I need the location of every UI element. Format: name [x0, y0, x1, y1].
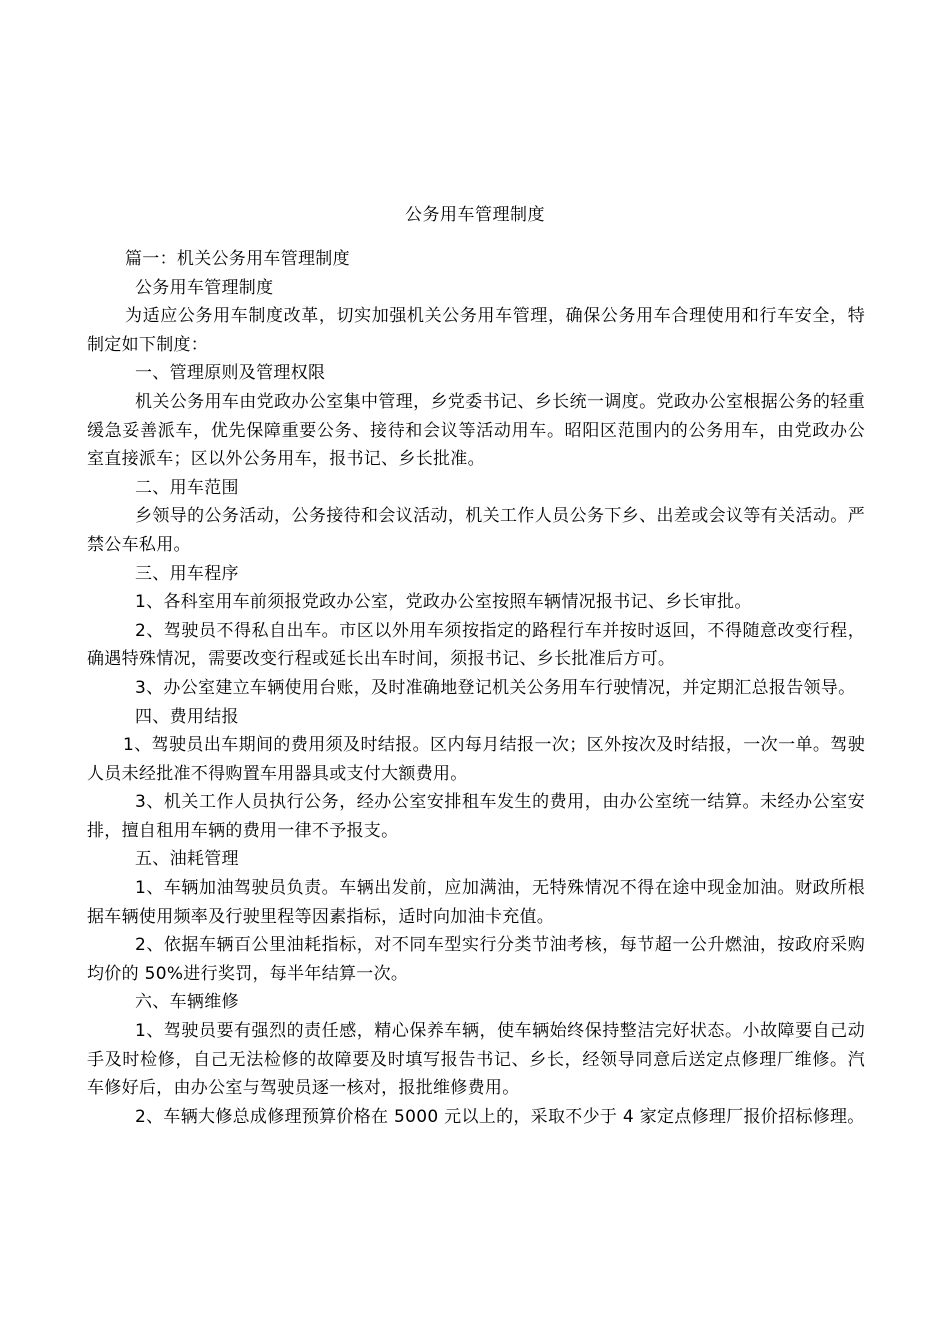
paragraph: 机关公务用车由党政办公室集中管理，乡党委书记、乡长统一调度。党政办公室根据公务的轻重缓急妥善派车，优先保障重要公务、接待和会议等活动用车。昭阳区范围内的公务用车，由党政办公室直接派车；区以外公务用车，报书记、乡长批准。 [87, 391, 865, 470]
section-title: 公务用车管理制度 [135, 277, 274, 298]
list-item: 2、依据车辆百公里油耗指标，对不同车型实行分类节油考核，每节超一公升燃油，按政府采购均价的 50%进行奖罚，每半年结算一次。 [87, 935, 865, 984]
list-item: 1、车辆加油驾驶员负责。车辆出发前，应加满油，无特殊情况不得在途中现金加油。财政所根据车辆使用频率及行驶里程等因素指标，适时向加油卡充值。 [87, 878, 865, 927]
chapter-heading: 篇一：机关公务用车管理制度 [125, 249, 350, 269]
list-item: 3、机关工作人员执行公务，经办公室安排租车发生的费用，由办公室统一结算。未经办公室安排，擅自租用车辆的费用一律不予报支。 [87, 792, 865, 841]
list-item: 1、驾驶员要有强烈的责任感，精心保养车辆，使车辆始终保持整洁完好状态。小故障要自己动手及时检修，自己无法检修的故障要及时填写报告书记、乡长，经领导同意后送定点修理厂维修。汽车修好后，由办公室与驾驶员逐一核对，报批维修费用。 [87, 1021, 865, 1099]
document-body [87, 245, 865, 1131]
section-heading: 六、车辆维修 [135, 992, 239, 1013]
section-heading: 三、用车程序 [135, 563, 239, 584]
document-title: 公务用车管理制度 [405, 205, 545, 225]
section-heading: 五、油耗管理 [135, 849, 239, 870]
list-item: 1、驾驶员出车期间的费用须及时结报。区内每月结报一次；区外按次及时结报，一次一单。驾驶人员未经批准不得购置车用器具或支付大额费用。 [87, 735, 865, 784]
intro-paragraph: 为适应公务用车制度改革，切实加强机关公务用车管理，确保公务用车合理使用和行车安全，特制定如下制度： [87, 306, 865, 355]
list-item: 2、车辆大修总成修理预算价格在 5000 元以上的，采取不少于 4 家定点修理厂报价招标修理。 [135, 1106, 865, 1127]
section-heading: 一、管理原则及管理权限 [135, 363, 326, 384]
list-item: 3、办公室建立车辆使用台账，及时准确地登记机关公务用车行驶情况，并定期汇总报告领导。 [135, 677, 856, 698]
list-item: 2、驾驶员不得私自出车。市区以外用车须按指定的路程行车并按时返回，不得随意改变行程，确遇特殊情况，需要改变行程或延长出车时间，须报书记、乡长批准后方可。 [87, 620, 865, 670]
section-heading: 二、用车范围 [135, 477, 239, 498]
section-heading: 四、费用结报 [135, 706, 239, 727]
list-item: 1、各科室用车前须报党政办公室，党政办公室按照车辆情况报书记、乡长审批。 [135, 592, 752, 613]
paragraph: 乡领导的公务活动，公务接待和会议活动，机关工作人员公务下乡、出差或会议等有关活动。严禁公车私用。 [87, 506, 865, 555]
